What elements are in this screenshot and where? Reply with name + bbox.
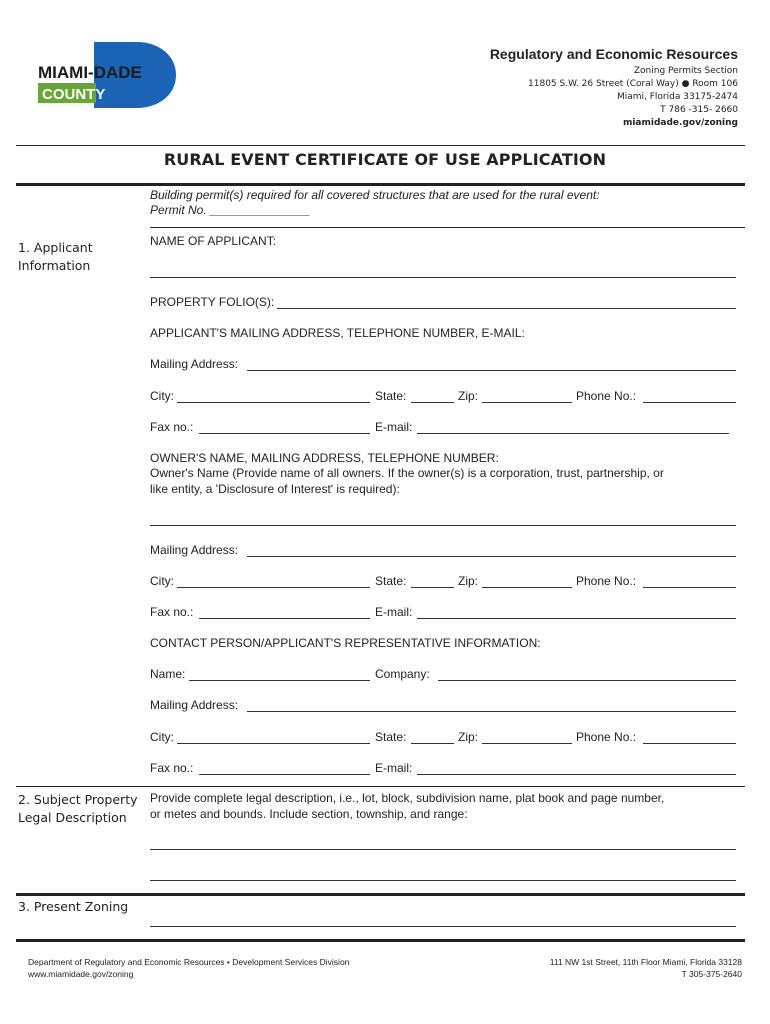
owner-mailing-label: Mailing Address: (150, 543, 239, 557)
section-3-rule (16, 893, 745, 896)
applicant-fax-field[interactable] (199, 433, 370, 434)
applicant-email-field[interactable] (417, 433, 729, 434)
owner-phone-field[interactable] (643, 587, 736, 588)
applicant-mailing-field[interactable] (247, 370, 736, 371)
section-name: Zoning Permits Section (633, 66, 738, 76)
contact-email-label: E-mail: (375, 761, 413, 775)
owner-state-field[interactable] (411, 587, 454, 588)
office-phone: T 786 -315- 2660 (660, 105, 738, 115)
footer-address: 111 NW 1st Street, 11th Floor Miami, Florida 33128 (549, 957, 742, 967)
logo-text-bottom: COUNTY (42, 86, 106, 103)
permit-note: Building permit(s) required for all covered structures that are used for the rural event: (150, 188, 600, 202)
applicant-state-field[interactable] (411, 402, 454, 403)
miami-dade-county-logo (36, 42, 176, 108)
section-1-label-2: Information (18, 258, 91, 273)
contact-zip-field[interactable] (482, 743, 572, 744)
department-title: Regulatory and Economic Resources (489, 46, 738, 62)
owner-mailing-field[interactable] (247, 556, 736, 557)
legal-note-2: or metes and bounds. Include section, township, and range: (150, 807, 468, 821)
applicant-zip-field[interactable] (482, 402, 572, 403)
applicant-state-label: State: (375, 389, 407, 403)
office-address: 11805 S.W. 26 Street (Coral Way) ● Room 106 (528, 79, 738, 89)
applicant-zip-label: Zip: (458, 389, 479, 403)
footer-rule (16, 939, 745, 942)
office-website: miamidade.gov/zoning (622, 118, 738, 128)
applicant-phone-field[interactable] (643, 402, 736, 403)
applicant-mailing-label: Mailing Address: (150, 357, 239, 371)
owner-city-field[interactable] (177, 587, 370, 588)
legal-description-field-2[interactable] (150, 880, 736, 881)
owner-email-field[interactable] (417, 618, 736, 619)
section-2-rule (16, 786, 745, 787)
owner-city-label: City: (150, 574, 174, 588)
owner-phone-label: Phone No.: (576, 574, 637, 588)
section-1-label: 1. Applicant (18, 240, 93, 255)
permit-number-line: Permit No. _______________ (150, 203, 311, 217)
applicant-phone-label: Phone No.: (576, 389, 637, 403)
applicant-city-label: City: (150, 389, 174, 403)
owner-zip-field[interactable] (482, 587, 572, 588)
owner-name-field[interactable] (150, 525, 736, 526)
applicant-email-label: E-mail: (375, 420, 413, 434)
property-folio-label: PROPERTY FOLIO(S): (150, 295, 275, 309)
section-1-rule (150, 227, 745, 228)
contact-email-field[interactable] (417, 774, 736, 775)
contact-company-label: Company: (375, 667, 430, 681)
footer-website: www.miamidade.gov/zoning (28, 969, 134, 979)
contact-fax-label: Fax no.: (150, 761, 194, 775)
owner-fax-field[interactable] (199, 618, 370, 619)
contact-zip-label: Zip: (458, 730, 479, 744)
owner-note-1: Owner's Name (Provide name of all owners. If the owner(s) is a corporation, trust, partnership, or (150, 466, 664, 480)
office-city: Miami, Florida 33175-2474 (616, 92, 738, 102)
owner-fax-label: Fax no.: (150, 605, 194, 619)
section-2-label: 2. Subject Property (18, 792, 138, 807)
owner-email-label: E-mail: (375, 605, 413, 619)
contact-state-field[interactable] (411, 743, 454, 744)
title-top-rule (16, 145, 745, 146)
owner-note-2: like entity, a 'Disclosure of Interest' is required): (150, 482, 400, 496)
contact-phone-field[interactable] (643, 743, 736, 744)
section-3-label: 3. Present Zoning (18, 899, 129, 914)
owner-zip-label: Zip: (458, 574, 479, 588)
form-title: RURAL EVENT CERTIFICATE OF USE APPLICATION (163, 150, 607, 169)
contact-name-label: Name: (150, 667, 186, 681)
contact-phone-label: Phone No.: (576, 730, 637, 744)
contact-state-label: State: (375, 730, 407, 744)
contact-name-field[interactable] (189, 680, 370, 681)
logo-text-top: MIAMI-DADE (38, 63, 142, 82)
applicant-fax-label: Fax no.: (150, 420, 194, 434)
contact-mailing-label: Mailing Address: (150, 698, 239, 712)
legal-description-field-1[interactable] (150, 849, 736, 850)
contact-company-field[interactable] (438, 680, 736, 681)
title-bottom-rule (16, 183, 745, 186)
applicant-city-field[interactable] (177, 402, 370, 403)
contact-city-field[interactable] (177, 743, 370, 744)
contact-header: CONTACT PERSON/APPLICANT'S REPRESENTATIVE INFORMATION: (150, 636, 541, 650)
section-2-label-2: Legal Description (18, 810, 127, 825)
legal-note-1: Provide complete legal description, i.e., lot, block, subdivision name, plat book and page number, (150, 791, 665, 805)
name-of-applicant-label: NAME OF APPLICANT: (150, 234, 277, 248)
property-folio-field[interactable] (277, 308, 736, 309)
owner-header: OWNER'S NAME, MAILING ADDRESS, TELEPHONE NUMBER: (150, 451, 499, 465)
applicant-address-header: APPLICANT'S MAILING ADDRESS, TELEPHONE NUMBER, E-MAIL: (150, 326, 525, 340)
contact-fax-field[interactable] (199, 774, 370, 775)
contact-city-label: City: (150, 730, 174, 744)
contact-mailing-field[interactable] (247, 711, 736, 712)
footer-department: Department of Regulatory and Economic Resources • Development Services Division (28, 957, 350, 967)
present-zoning-field[interactable] (150, 926, 736, 927)
applicant-name-field[interactable] (150, 277, 736, 278)
owner-state-label: State: (375, 574, 407, 588)
footer-phone: T 305-375-2640 (681, 969, 742, 979)
